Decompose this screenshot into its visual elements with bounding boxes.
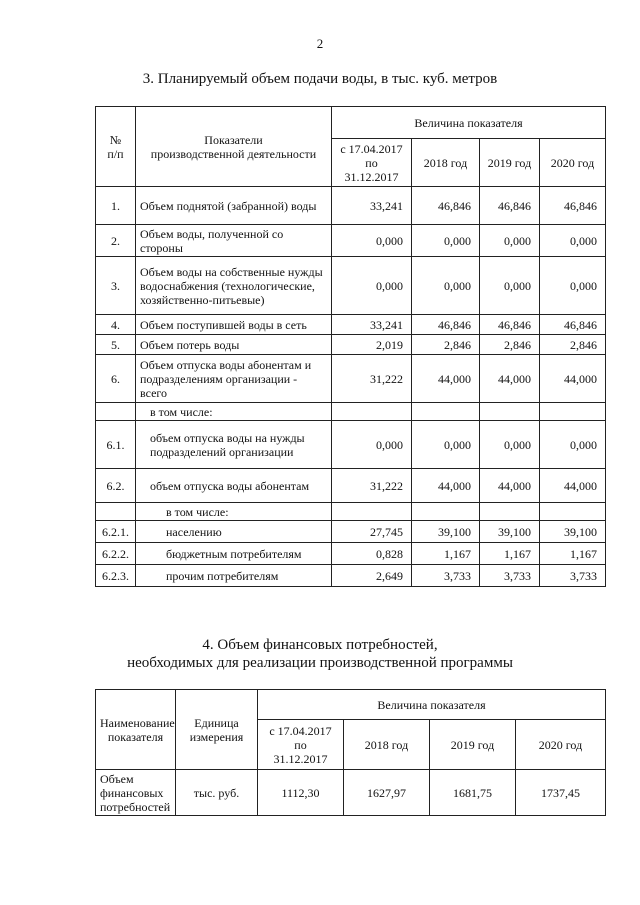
financial-needs-table <box>95 689 606 816</box>
table-row <box>96 187 606 225</box>
row-indicator: Объем воды на собственные нужды водоснабжения (технологические, хозяйственно-питьевые) <box>136 257 332 315</box>
row-name <box>96 770 176 816</box>
header-indicators <box>136 107 332 187</box>
row-value: 0,000 <box>332 225 412 257</box>
table-row <box>96 770 606 816</box>
row-value: 0,000 <box>412 225 480 257</box>
table-row <box>96 257 606 315</box>
row-number: 4. <box>96 315 136 335</box>
row-value <box>540 503 606 521</box>
row-value: 2,019 <box>332 335 412 355</box>
row-value: 2,649 <box>332 565 412 587</box>
row-value: 39,100 <box>412 521 480 543</box>
table-row <box>96 421 606 469</box>
row-value: 44,000 <box>540 469 606 503</box>
header-unit-text: Единица измерения <box>189 715 244 744</box>
section-3-title: 3. Планируемый объем подачи воды, в тыс. куб. метров <box>142 71 498 87</box>
row-value: 0,000 <box>412 421 480 469</box>
row-value: 0,000 <box>540 225 606 257</box>
table-row <box>96 503 606 521</box>
row-number <box>96 403 136 421</box>
section-4-title <box>0 636 640 672</box>
row-value: 44,000 <box>540 355 606 403</box>
row-value: 0,000 <box>480 225 540 257</box>
table-row <box>96 355 606 403</box>
row-value: 0,000 <box>332 421 412 469</box>
row-indicator: Объем потерь воды <box>136 335 332 355</box>
row-value: 0,000 <box>412 257 480 315</box>
row-indicator: объем отпуска воды абонентам <box>136 469 332 503</box>
row-value: 31,222 <box>332 469 412 503</box>
page-number: 2 <box>316 36 324 51</box>
row-number: 6.1. <box>96 421 136 469</box>
header-num <box>96 107 136 187</box>
table-row <box>96 225 606 257</box>
header-name-text: Наименование показателя <box>100 715 175 744</box>
header4-period-1-text: с 17.04.2017 по 31.12.2017 <box>269 723 332 766</box>
row-value: 3,733 <box>412 565 480 587</box>
row-value <box>332 403 412 421</box>
row-number: 6.2. <box>96 469 136 503</box>
row-value <box>540 403 606 421</box>
row-name-text: Объем финансовых потребностей <box>100 771 171 814</box>
row-value: 2,846 <box>540 335 606 355</box>
row-indicator: Объем отпуска воды абонентам и подразделениям организации - всего <box>136 355 332 403</box>
row-indicator: населению <box>136 521 332 543</box>
section-4-title-line-2: необходимых для реализации производственной программы <box>127 655 513 671</box>
row-value: 39,100 <box>480 521 540 543</box>
row-value: 46,846 <box>480 187 540 225</box>
row-number: 5. <box>96 335 136 355</box>
row-value: 3,733 <box>540 565 606 587</box>
header-value-group: Величина показателя <box>332 107 606 139</box>
row-value <box>412 403 480 421</box>
section-4-title-line-1: 4. Объем финансовых потребностей, <box>202 637 438 653</box>
row-indicator: Объем воды, полученной со стороны <box>136 225 332 257</box>
header-period-3: 2019 год <box>480 139 540 187</box>
row-value: 0,000 <box>480 421 540 469</box>
header-period-1-text: с 17.04.2017 по 31.12.2017 <box>340 141 403 184</box>
header-indicators-text: Показатели производственной деятельности <box>150 132 317 161</box>
row-value: 1112,30 <box>258 770 344 816</box>
header4-period-2: 2018 год <box>344 720 430 770</box>
row-number: 6.2.3. <box>96 565 136 587</box>
row-number <box>96 503 136 521</box>
header-period-4: 2020 год <box>540 139 606 187</box>
row-value: 1,167 <box>540 543 606 565</box>
table-row <box>96 521 606 543</box>
table-row <box>96 469 606 503</box>
row-value: 0,000 <box>480 257 540 315</box>
row-value: 46,846 <box>540 315 606 335</box>
row-unit: тыс. руб. <box>176 770 258 816</box>
row-value: 44,000 <box>480 469 540 503</box>
water-supply-table <box>95 106 606 587</box>
row-number: 3. <box>96 257 136 315</box>
row-value: 31,222 <box>332 355 412 403</box>
row-value: 1,167 <box>480 543 540 565</box>
row-value: 27,745 <box>332 521 412 543</box>
header-num-text: № п/п <box>107 132 124 161</box>
row-value: 46,846 <box>540 187 606 225</box>
row-number: 1. <box>96 187 136 225</box>
row-value: 33,241 <box>332 187 412 225</box>
row-value: 1681,75 <box>430 770 516 816</box>
header-period-1 <box>332 139 412 187</box>
row-indicator: в том числе: <box>136 503 332 521</box>
row-value: 3,733 <box>480 565 540 587</box>
water-supply-rows <box>96 187 606 587</box>
header-value-group-4: Величина показателя <box>258 690 606 720</box>
header4-period-4: 2020 год <box>516 720 606 770</box>
row-value: 44,000 <box>480 355 540 403</box>
header-unit <box>176 690 258 770</box>
header-name <box>96 690 176 770</box>
row-value <box>480 403 540 421</box>
row-value: 46,846 <box>412 187 480 225</box>
row-indicator: Объем поднятой (забранной) воды <box>136 187 332 225</box>
row-value: 2,846 <box>480 335 540 355</box>
row-value: 46,846 <box>412 315 480 335</box>
row-number: 2. <box>96 225 136 257</box>
table-row <box>96 403 606 421</box>
row-number: 6. <box>96 355 136 403</box>
row-value: 44,000 <box>412 355 480 403</box>
table-row <box>96 335 606 355</box>
row-value: 0,000 <box>332 257 412 315</box>
table-row <box>96 565 606 587</box>
table-row <box>96 315 606 335</box>
header4-period-1 <box>258 720 344 770</box>
row-value <box>480 503 540 521</box>
row-value: 0,000 <box>540 257 606 315</box>
row-indicator: Объем поступившей воды в сеть <box>136 315 332 335</box>
row-indicator: прочим потребителям <box>136 565 332 587</box>
row-value: 39,100 <box>540 521 606 543</box>
header-period-2: 2018 год <box>412 139 480 187</box>
row-value <box>412 503 480 521</box>
row-value: 33,241 <box>332 315 412 335</box>
table-row <box>96 543 606 565</box>
row-value: 0,000 <box>540 421 606 469</box>
row-value: 2,846 <box>412 335 480 355</box>
header4-period-3: 2019 год <box>430 720 516 770</box>
row-value: 0,828 <box>332 543 412 565</box>
row-value: 44,000 <box>412 469 480 503</box>
row-value: 1737,45 <box>516 770 606 816</box>
row-indicator: в том числе: <box>136 403 332 421</box>
row-indicator: объем отпуска воды на нужды подразделений организации <box>136 421 332 469</box>
row-value: 46,846 <box>480 315 540 335</box>
row-number: 6.2.1. <box>96 521 136 543</box>
row-number: 6.2.2. <box>96 543 136 565</box>
row-value: 1627,97 <box>344 770 430 816</box>
row-value <box>332 503 412 521</box>
row-value: 1,167 <box>412 543 480 565</box>
row-indicator: бюджетным потребителям <box>136 543 332 565</box>
